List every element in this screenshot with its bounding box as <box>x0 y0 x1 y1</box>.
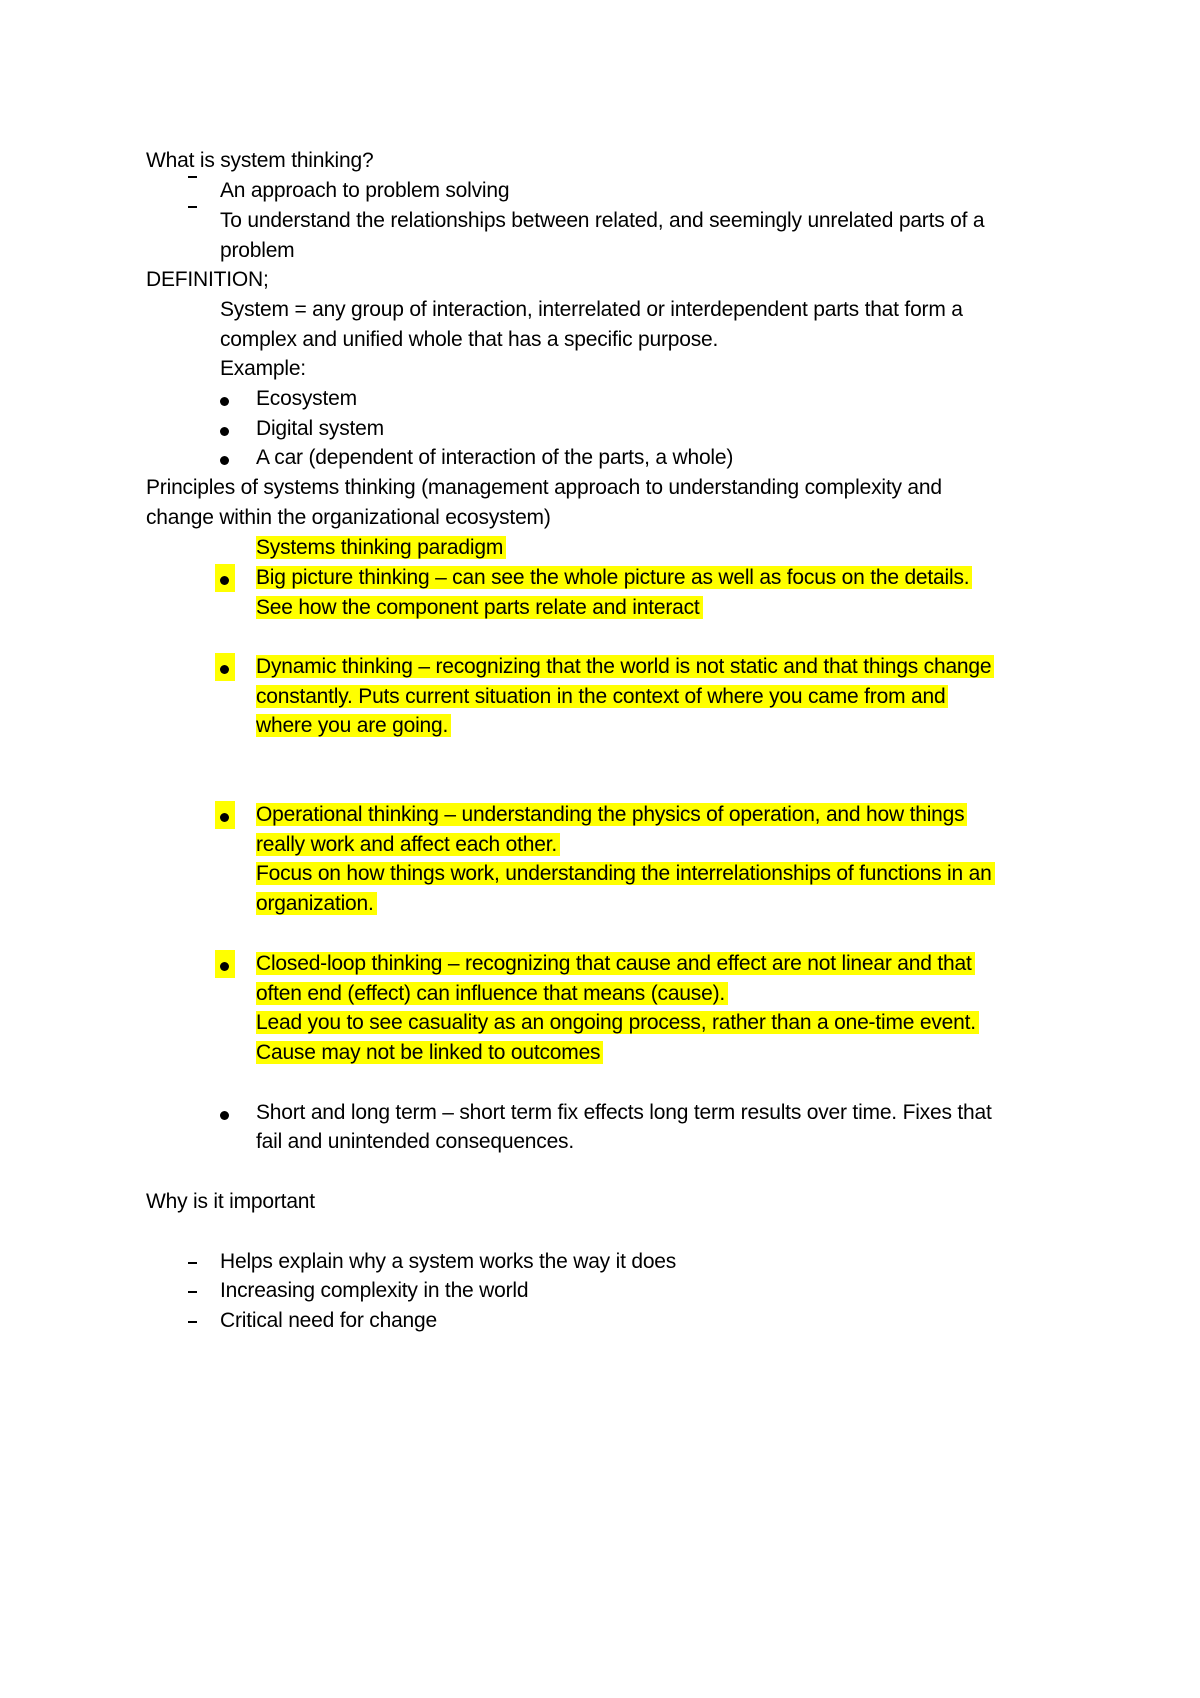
principle-dynamic-continuation <box>256 711 451 741</box>
principle-closed-loop-continuation <box>256 1008 979 1038</box>
highlighted-text: See how the component parts relate and interact <box>256 596 703 619</box>
bullet-icon <box>220 427 229 436</box>
highlighted-text: organization. <box>256 892 377 915</box>
principles-heading-continuation: change within the organizational ecosystem) <box>146 506 551 529</box>
principle-closed-loop-continuation <box>256 979 728 1009</box>
highlighted-text: Focus on how things work, understanding the interrelationships of functions in an <box>256 862 995 885</box>
example-label: Example: <box>220 357 306 380</box>
heading-why-important: Why is it important <box>146 1190 315 1213</box>
system-definition: System = any group of interaction, interrelated or interdependent parts that form a <box>220 298 963 321</box>
list-item: An approach to problem solving <box>220 179 510 202</box>
bullet-icon <box>220 456 229 465</box>
highlighted-text: Dynamic thinking – recognizing that the world is not static and that things change <box>256 655 994 678</box>
list-item-continuation: problem <box>220 239 295 262</box>
principle-big-picture-continuation <box>256 593 703 623</box>
list-item: Helps explain why a system works the way it does <box>220 1250 677 1273</box>
highlighted-text: Lead you to see casuality as an ongoing process, rather than a one-time event. <box>256 1011 979 1034</box>
bullet-icon <box>220 665 229 674</box>
highlighted-text: Systems thinking paradigm <box>256 536 506 559</box>
highlighted-text: Big picture thinking – can see the whole picture as well as focus on the details. <box>256 566 972 589</box>
example-item: Ecosystem <box>256 387 357 410</box>
paradigm-label <box>256 533 506 563</box>
bullet-icon <box>220 1111 229 1120</box>
principle-operational-continuation <box>256 889 377 919</box>
bullet-icon <box>220 397 229 406</box>
bullet-icon <box>220 576 229 585</box>
dash-marker <box>188 176 197 178</box>
list-item: Critical need for change <box>220 1309 437 1332</box>
highlighted-text: Cause may not be linked to outcomes <box>256 1041 603 1064</box>
principle-big-picture <box>256 563 972 593</box>
principle-operational <box>256 800 967 830</box>
example-item: A car (dependent of interaction of the parts, a whole) <box>256 446 734 469</box>
system-definition-continuation: complex and unified whole that has a specific purpose. <box>220 328 719 351</box>
highlighted-text: constantly. Puts current situation in the context of where you came from and <box>256 685 948 708</box>
dash-marker <box>188 1262 197 1264</box>
dash-marker <box>188 1321 197 1323</box>
heading-what-is-system-thinking: What is system thinking? <box>146 149 374 172</box>
principle-closed-loop <box>256 949 975 979</box>
principle-dynamic-continuation <box>256 682 948 712</box>
principle-operational-continuation <box>256 830 560 860</box>
list-item: To understand the relationships between related, and seemingly unrelated parts of a <box>220 209 985 232</box>
principle-short-long-term: Short and long term – short term fix effects long term results over time. Fixes that <box>256 1101 992 1124</box>
highlighted-text: Operational thinking – understanding the physics of operation, and how things <box>256 803 967 826</box>
principle-closed-loop-continuation <box>256 1038 603 1068</box>
highlighted-text: where you are going. <box>256 714 451 737</box>
principle-dynamic <box>256 652 994 682</box>
highlighted-text: really work and affect each other. <box>256 833 560 856</box>
list-item: Increasing complexity in the world <box>220 1279 529 1302</box>
principle-operational-continuation <box>256 859 995 889</box>
bullet-icon <box>220 813 229 822</box>
principles-heading: Principles of systems thinking (management approach to understanding complexity and <box>146 476 942 499</box>
bullet-icon <box>220 962 229 971</box>
dash-marker <box>188 206 197 208</box>
principle-short-long-term-continuation: fail and unintended consequences. <box>256 1130 574 1153</box>
definition-label: DEFINITION; <box>146 268 269 291</box>
example-item: Digital system <box>256 417 384 440</box>
dash-marker <box>188 1291 197 1293</box>
highlighted-text: often end (effect) can influence that means (cause). <box>256 982 728 1005</box>
highlighted-text: Closed-loop thinking – recognizing that cause and effect are not linear and that <box>256 952 975 975</box>
